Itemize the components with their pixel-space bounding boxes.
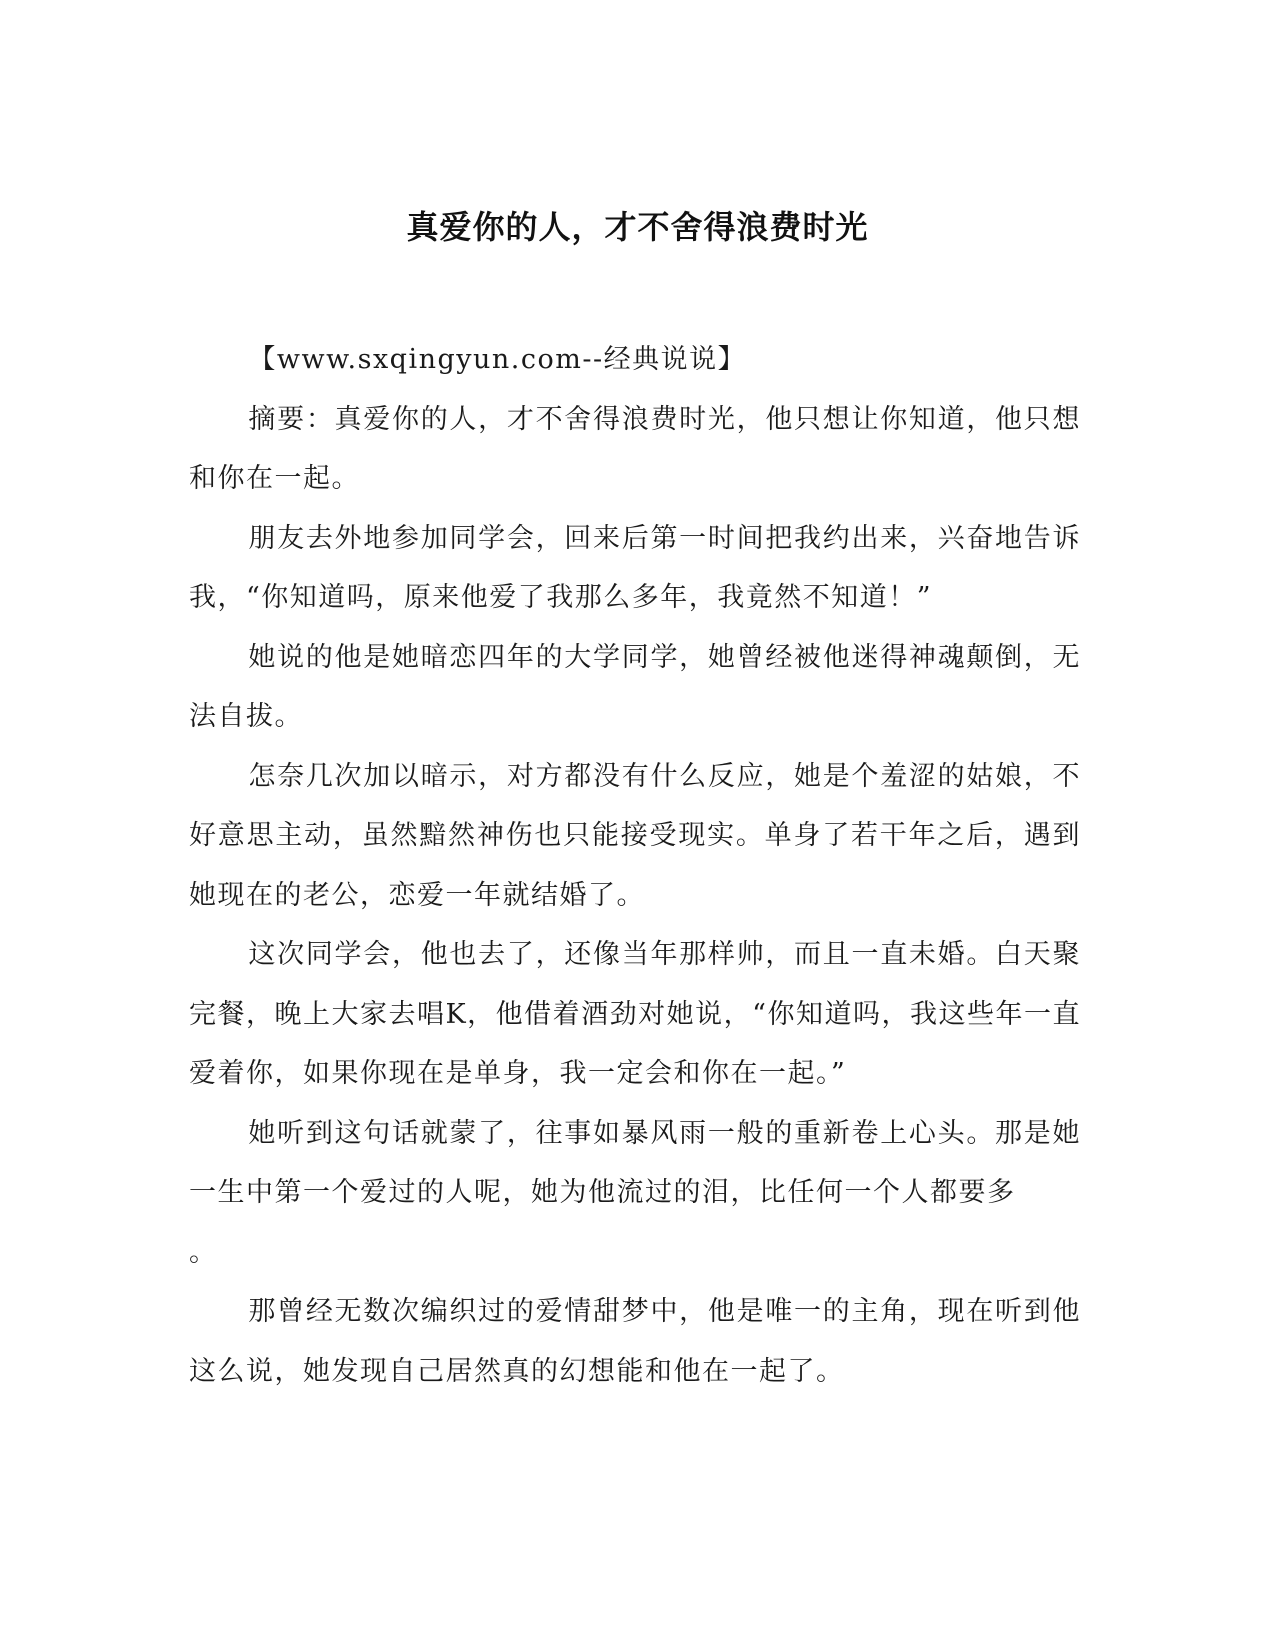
paragraph-3: 她说的他是她暗恋四年的大学同学，她曾经被他迷得神魂颠倒，无法自拔。 — [189, 641, 1081, 732]
paragraph-7: 那曾经无数次编织过的爱情甜梦中，他是唯一的主角，现在听到他这么说，她发现自己居然真的幻想能和他在一起了。 — [189, 1296, 1081, 1387]
document-title: 真爱你的人，才不舍得浪费时光 — [406, 208, 869, 246]
paragraph-2: 朋友去外地参加同学会，回来后第一时间把我约出来，兴奋地告诉我，“你知道吗，原来他爱了我那么多年，我竟然不知道！” — [189, 522, 1081, 613]
paragraph-6-tail: 。 — [189, 1236, 218, 1268]
paragraph-5: 这次同学会，他也去了，还像当年那样帅，而且一直未婚。白天聚完餐，晚上大家去唱K，他借着酒劲对她说，“你知道吗，我这些年一直爱着你，如果你现在是单身，我一定会和你在一起。” — [189, 939, 1081, 1089]
paragraph-4: 怎奈几次加以暗示，对方都没有什么反应，她是个羞涩的姑娘，不好意思主动，虽然黯然神伤也只能接受现实。单身了若干年之后，遇到她现在的老公，恋爱一年就结婚了。 — [189, 760, 1081, 911]
source-line: 【www.sxqingyun.com--经典说说】 — [248, 344, 747, 375]
paragraph-summary: 摘要：真爱你的人，才不舍得浪费时光，他只想让你知道，他只想和你在一起。 — [189, 403, 1081, 494]
document-body — [189, 330, 1081, 1401]
paragraph-6: 她听到这句话就蒙了，往事如暴风雨一般的重新卷上心头。那是她一生中第一个爱过的人呢，她为他流过的泪，比任何一个人都要多 — [189, 1117, 1081, 1208]
